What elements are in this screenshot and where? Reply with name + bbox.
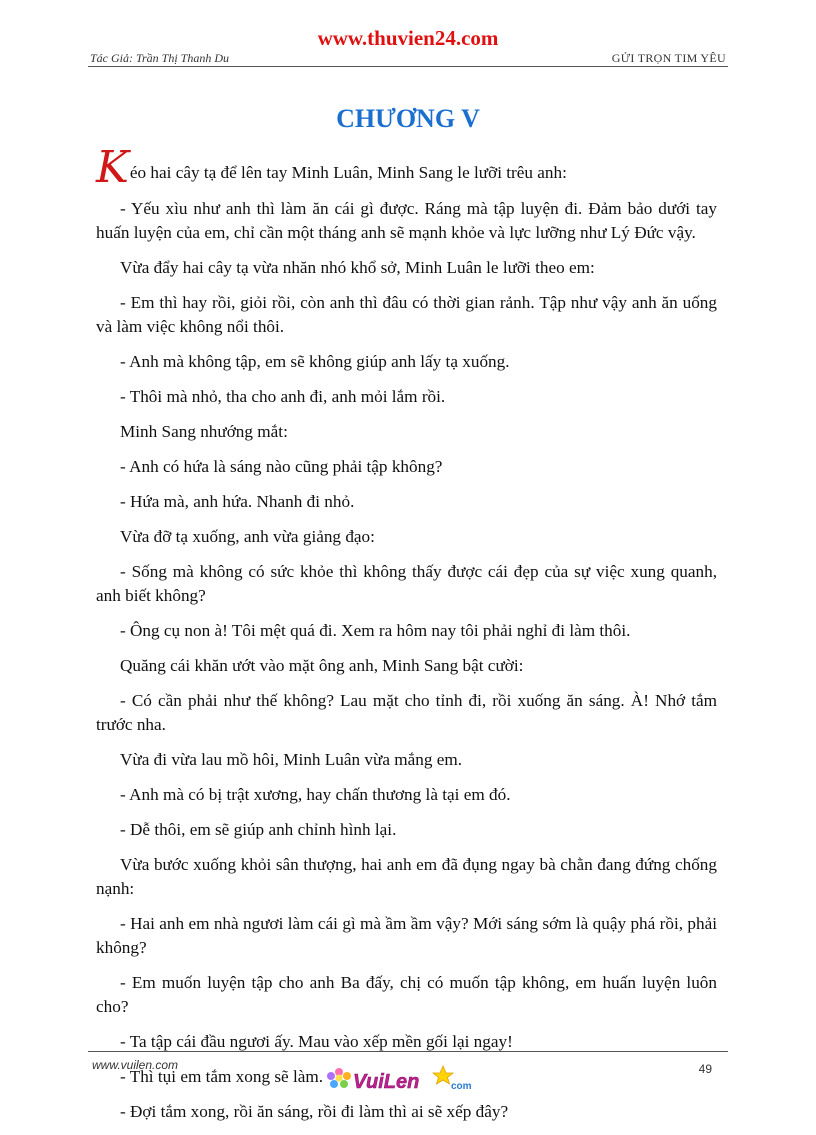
body-text xyxy=(96,142,717,1135)
vuilen-logo-graphic xyxy=(325,1062,485,1096)
paragraph: - Hai anh em nhà ngươi làm cái gì mà ầm ầm vậy? Mới sáng sớm là quậy phá rồi, phải không? xyxy=(96,914,717,957)
paragraph: - Thôi mà nhỏ, tha cho anh đi, anh mỏi lắm rồi. xyxy=(120,387,446,406)
chapter-title: CHƯƠNG V xyxy=(336,104,480,133)
paragraph: Vừa đỡ tạ xuống, anh vừa giảng đạo: xyxy=(120,527,375,546)
vuilen-logo[interactable] xyxy=(325,1062,485,1096)
paragraph: - Em muốn luyện tập cho anh Ba đấy, chị có muốn tập không, em huấn luyện luôn cho? xyxy=(96,973,717,1016)
paragraph: - Em thì hay rồi, giỏi rồi, còn anh thì đâu có thời gian rảnh. Tập như vậy anh ăn uống và làm việc không nổi thôi. xyxy=(96,293,717,336)
first-paragraph xyxy=(96,142,717,193)
paragraph: - Ta tập cái đầu ngươi ấy. Mau vào xếp mền gối lại ngay! xyxy=(120,1032,513,1051)
paragraph: - Anh mà không tập, em sẽ không giúp anh lấy tạ xuống. xyxy=(120,352,510,371)
first-paragraph-text: éo hai cây tạ để lên tay Minh Luân, Minh Sang le lưỡi trêu anh: xyxy=(129,163,567,182)
header-author: Tác Giả: Trần Thị Thanh Du xyxy=(90,51,230,65)
paragraph: - Anh có hứa là sáng nào cũng phải tập không? xyxy=(120,457,443,476)
paragraph: - Đợi tắm xong, rồi ăn sáng, rồi đi làm thì ai sẽ xếp đây? xyxy=(120,1102,509,1121)
drop-cap: K xyxy=(96,142,129,193)
paragraph: - Anh mà có bị trật xương, hay chấn thương là tại em đó. xyxy=(120,785,511,804)
paragraph: Vừa đi vừa lau mồ hôi, Minh Luân vừa mắng em. xyxy=(120,750,463,769)
paragraph: Vừa đẩy hai cây tạ vừa nhăn nhó khổ sở, Minh Luân le lưỡi theo em: xyxy=(120,258,595,277)
star-icon xyxy=(433,1066,453,1084)
header-book-title: GỬI TRỌN TIM YÊU xyxy=(611,51,726,65)
paragraph: Quăng cái khăn ướt vào mặt ông anh, Minh Sang bật cười: xyxy=(120,656,524,675)
footer-site[interactable]: www.vuilen.com xyxy=(92,1058,179,1072)
site-url[interactable]: www.thuvien24.com xyxy=(317,26,499,50)
paragraph: - Có cần phải như thế không? Lau mặt cho tỉnh đi, rồi xuống ăn sáng. À! Nhớ tắm trước nha. xyxy=(96,691,717,734)
flower-icon xyxy=(327,1068,351,1088)
paragraph: - Yếu xìu như anh thì làm ăn cái gì được. Ráng mà tập luyện đi. Đảm bảo dưới tay huấn luyện của em, chỉ cần một tháng anh sẽ mạnh khỏe và lực lưỡng như Lý Đức vậy. xyxy=(96,199,717,242)
paragraph: - Sống mà không có sức khỏe thì không thấy được cái đẹp của sự việc xung quanh, anh biết không? xyxy=(96,562,717,605)
header-rule xyxy=(88,66,728,67)
paragraph: - Hứa mà, anh hứa. Nhanh đi nhỏ. xyxy=(120,492,355,511)
paragraph: - Dễ thôi, em sẽ giúp anh chỉnh hình lại. xyxy=(120,820,397,839)
paragraph: - Thì tụi em tắm xong sẽ làm. xyxy=(120,1067,324,1086)
paragraph: Vừa bước xuống khỏi sân thượng, hai anh em đã đụng ngay bà chằn đang đứng chống nạnh: xyxy=(96,855,717,898)
logo-text: VuiLen xyxy=(353,1071,420,1093)
paragraph: Minh Sang nhướng mắt: xyxy=(120,422,288,441)
footer-rule xyxy=(88,1051,728,1052)
page-number: 49 xyxy=(698,1062,712,1076)
paragraph: - Ông cụ non à! Tôi mệt quá đi. Xem ra hôm nay tôi phải nghỉ đi làm thôi. xyxy=(120,621,631,640)
logo-suffix: com xyxy=(451,1081,472,1092)
